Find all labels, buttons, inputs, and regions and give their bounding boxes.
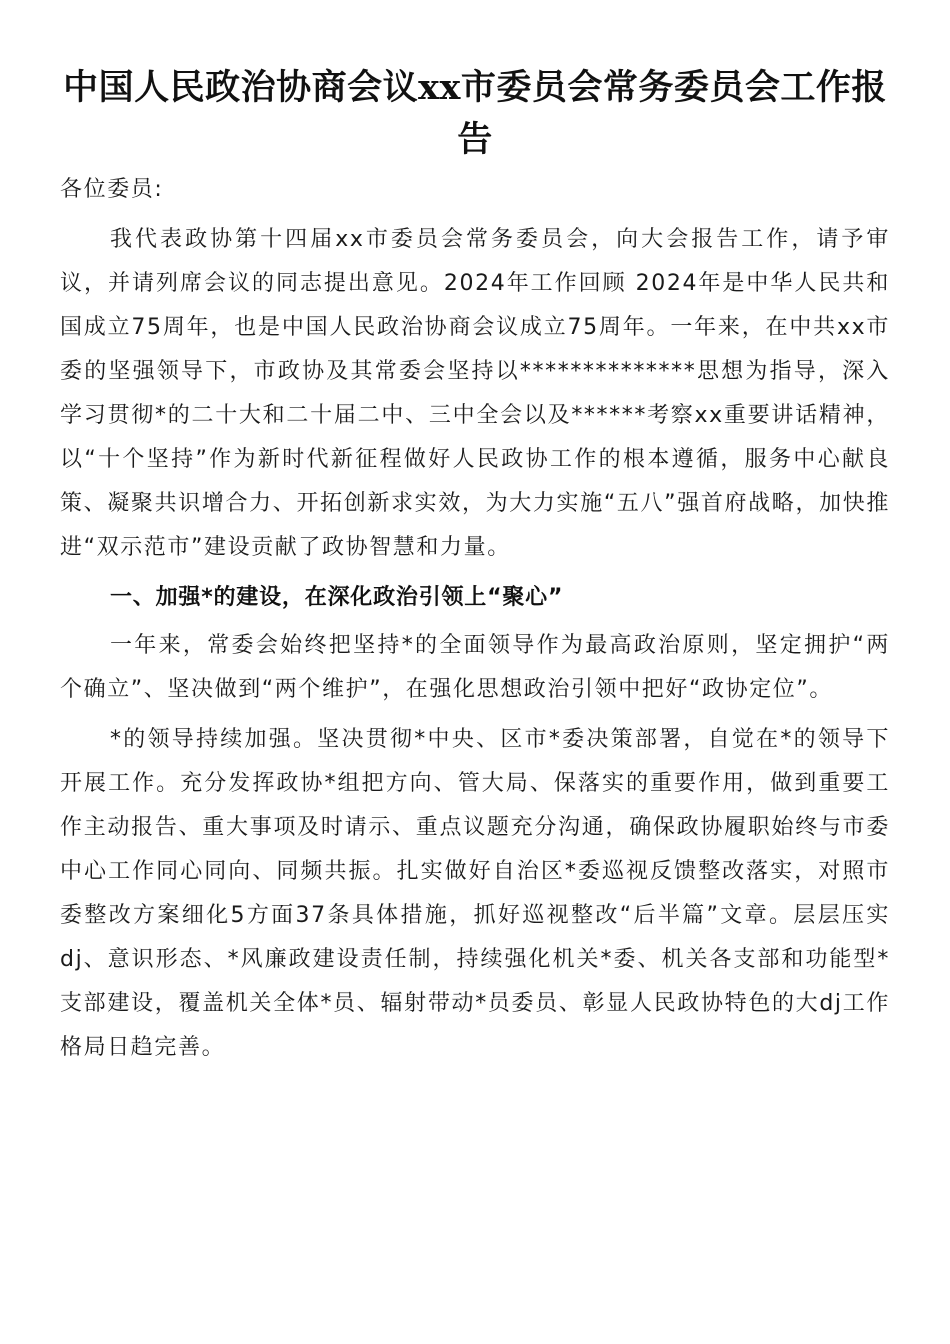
document-title: 中国人民政治协商会议xx市委员会常务委员会工作报告 [63,67,887,160]
salutation: 各位委员: [60,177,164,202]
intro-paragraph: 我代表政协第十四届xx市委员会常务委员会，向大会报告工作，请予审议，并请列席会议的同志提出意见。2024年工作回顾 2024年是中华人民共和国成立75周年，也是中国人民政治协商会议成立75周年。一年来，在中共xx市委的坚强领导下，市政协及其常委会坚持以**************思想为指导，深入学习贯彻*的二十大和二十届二中、三中全会以及******考察xx重要讲话精神，以“十个坚持”作为新时代新征程做好人民政协工作的根本遵循，服务中心献良策、凝聚共识增合力、开拓创新求实效，为大力实施“五八”强首府战略，加快推进“双示范市”建设贡献了政协智慧和力量。 [60,227,890,560]
section1-paragraph-2: *的领导持续加强。坚决贯彻*中央、区市*委决策部署，自觉在*的领导下开展工作。充分发挥政协*组把方向、管大局、保落实的重要作用，做到重要工作主动报告、重大事项及时请示、重点议题充分沟通，确保政协履职始终与市委中心工作同心同向、同频共振。扎实做好自治区*委巡视反馈整改落实，对照市委整改方案细化5方面37条具体措施，抓好巡视整改“后半篇”文章。层层压实dj、意识形态、*风廉政建设责任制，持续强化机关*委、机关各支部和功能型*支部建设，覆盖机关全体*员、辐射带动*员委员、彰显人民政协特色的大dj工作格局日趋完善。 [60,727,890,1060]
document-body [60,168,890,1076]
section1-paragraph-1: 一年来，常委会始终把坚持*的全面领导作为最高政治原则，坚定拥护“两个确立”、坚决做到“两个维护”，在强化思想政治引领中把好“政协定位”。 [60,633,890,702]
section-heading-1: 一、加强*的建设，在深化政治引领上“聚心” [110,585,564,610]
